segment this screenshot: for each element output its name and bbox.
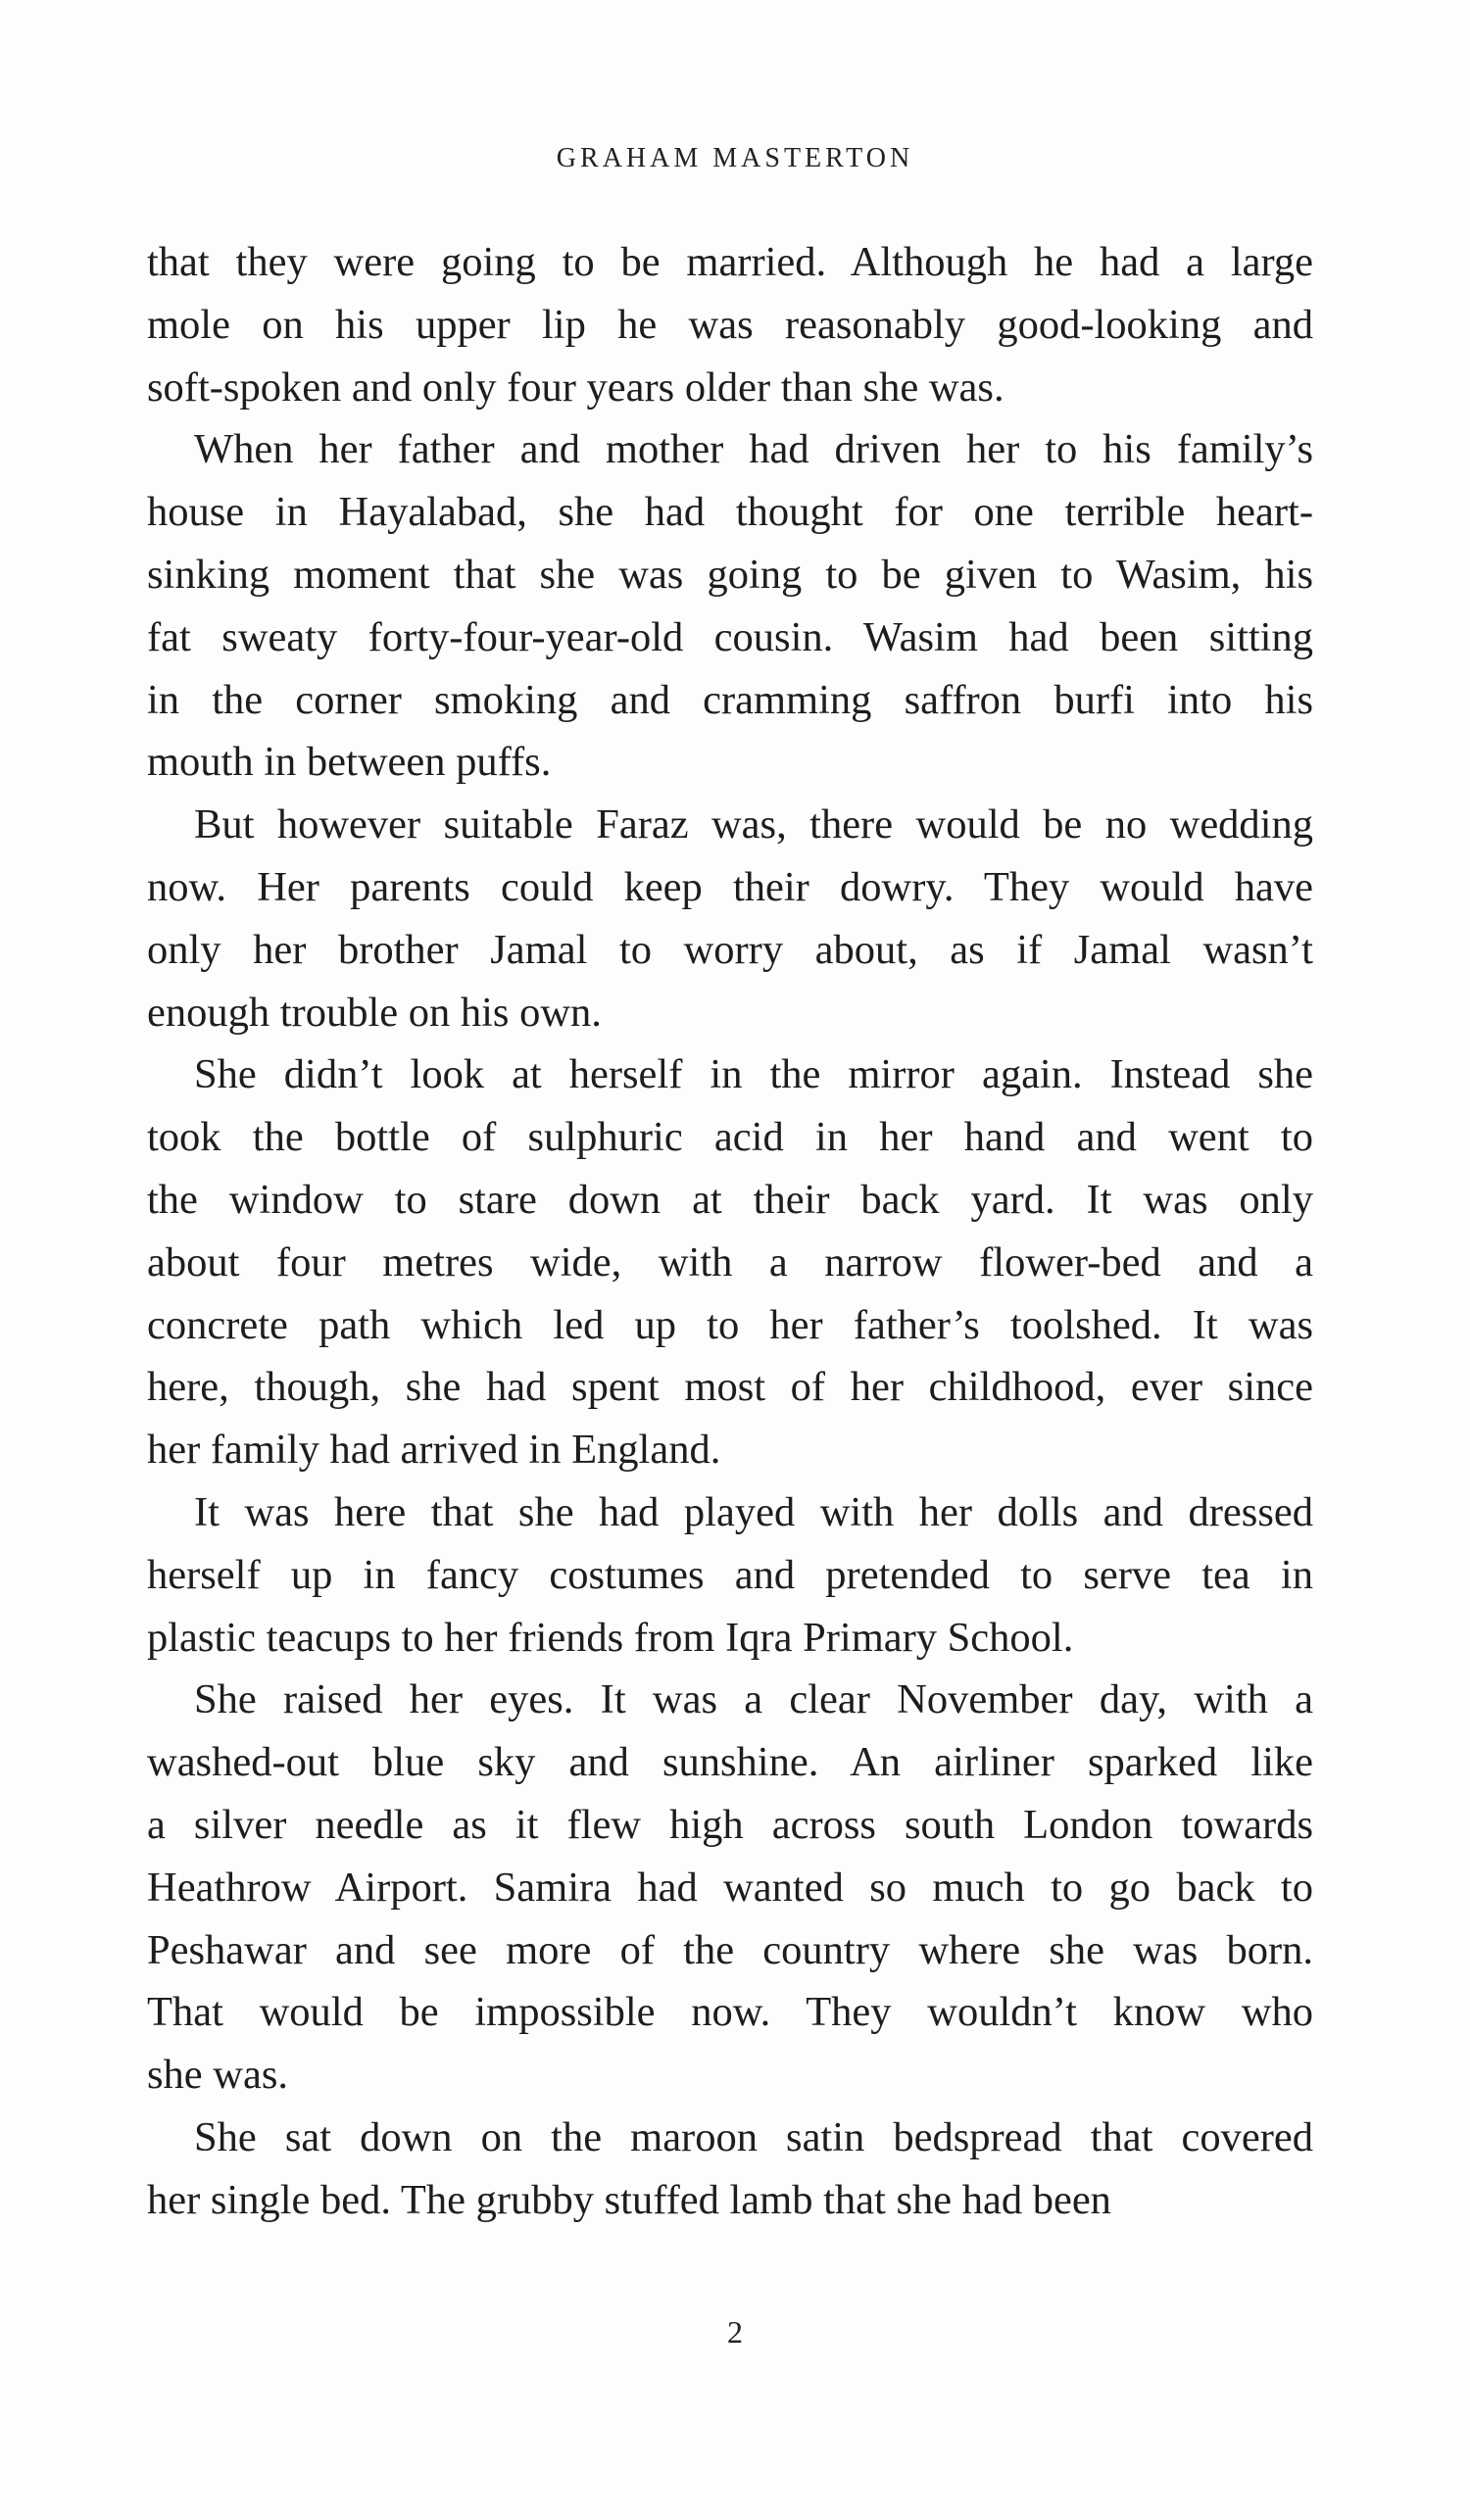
text-line: in the corner smoking and cramming saffron burfi into his xyxy=(147,676,1313,723)
paragraph xyxy=(147,231,1313,418)
text-line: plastic teacups to her friends from Iqra Primary School. xyxy=(147,1614,1074,1661)
text-line: her family had arrived in England. xyxy=(147,1427,721,1474)
text-line: It was here that she had played with her dolls and dressed xyxy=(194,1488,1313,1535)
text-line: herself up in fancy costumes and pretended to serve tea in xyxy=(147,1551,1313,1598)
text-line: here, though, she had spent most of her childhood, ever since xyxy=(147,1364,1313,1411)
paragraph xyxy=(147,418,1313,794)
text-line: her single bed. The grubby stuffed lamb that she had been xyxy=(147,2176,1111,2223)
text-line: But however suitable Faraz was, there would be no wedding xyxy=(194,801,1313,848)
text-line: washed-out blue sky and sunshine. An airliner sparked like xyxy=(147,1739,1313,1786)
text-line: When her father and mother had driven her to his family’s xyxy=(194,426,1313,473)
running-head: GRAHAM MASTERTON xyxy=(556,143,914,173)
text-line: a silver needle as it flew high across south London towards xyxy=(147,1801,1313,1848)
text-line: soft-spoken and only four years older than she was. xyxy=(147,363,1004,411)
text-line: She didn’t look at herself in the mirror again. Instead she xyxy=(194,1051,1313,1098)
text-line: Heathrow Airport. Samira had wanted so much to go back to xyxy=(147,1864,1313,1911)
text-line: Peshawar and see more of the country where she was born. xyxy=(147,1926,1313,1973)
text-line: took the bottle of sulphuric acid in her hand and went to xyxy=(147,1114,1313,1161)
paragraph xyxy=(147,2107,1313,2232)
page-number: 2 xyxy=(727,2314,743,2350)
paragraph xyxy=(147,1669,1313,2107)
text-line: mouth in between puffs. xyxy=(147,739,552,786)
text-line: she was. xyxy=(147,2052,288,2099)
paragraph xyxy=(147,1043,1313,1481)
text-line: sinking moment that she was going to be given to Wasim, his xyxy=(147,551,1313,598)
text-line: mole on his upper lip he was reasonably good-looking and xyxy=(147,301,1313,348)
text-line: She sat down on the maroon satin bedspread that covered xyxy=(194,2113,1313,2160)
text-line: fat sweaty forty-four-year-old cousin. Wasim had been sitting xyxy=(147,613,1313,660)
body-text xyxy=(147,231,1313,2232)
text-line: She raised her eyes. It was a clear November day, with a xyxy=(194,1676,1313,1723)
paragraph xyxy=(147,794,1313,1043)
text-line: the window to stare down at their back yard. It was only xyxy=(147,1176,1313,1223)
text-line: only her brother Jamal to worry about, as if Jamal wasn’t xyxy=(147,926,1313,973)
text-line: house in Hayalabad, she had thought for one terrible heart- xyxy=(147,489,1313,536)
text-line: That would be impossible now. They wouldn’t know who xyxy=(147,1989,1313,2036)
paragraph xyxy=(147,1481,1313,1669)
text-line: about four metres wide, with a narrow flower-bed and a xyxy=(147,1238,1313,1285)
text-line: concrete path which led up to her father’s toolshed. It was xyxy=(147,1301,1313,1348)
text-line: now. Her parents could keep their dowry. They would have xyxy=(147,863,1313,910)
text-line: that they were going to be married. Although he had a large xyxy=(147,239,1313,285)
text-line: enough trouble on his own. xyxy=(147,989,602,1036)
